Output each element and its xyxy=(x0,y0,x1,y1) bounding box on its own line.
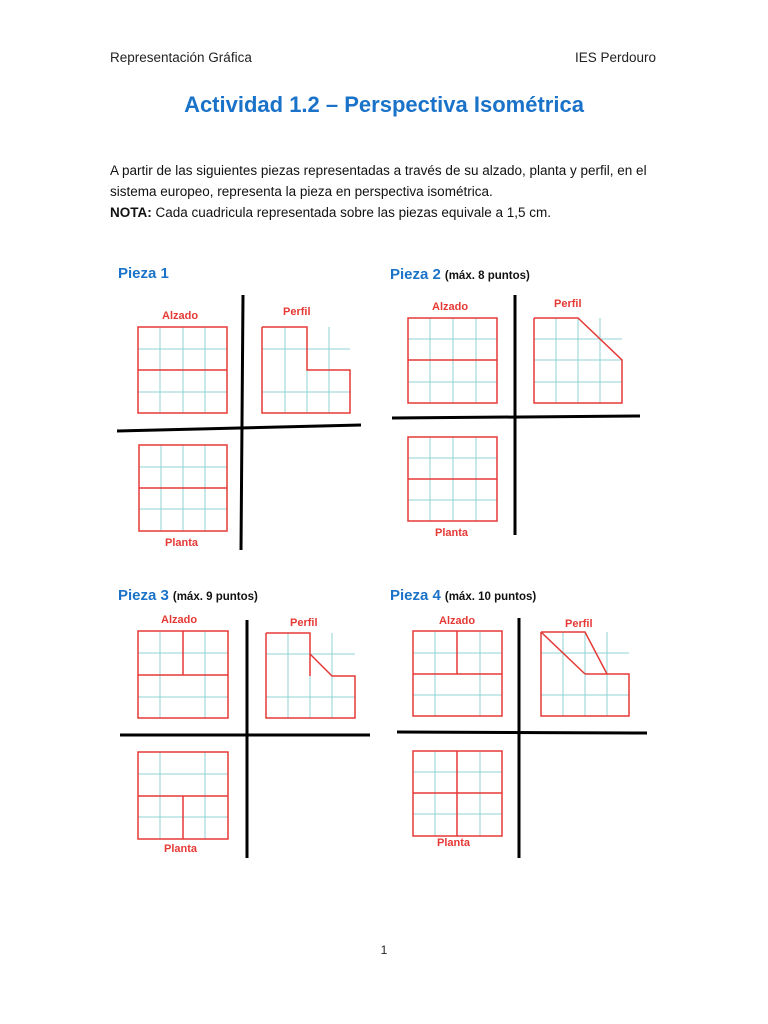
pieza-3-planta-label: Planta xyxy=(164,843,198,855)
pieza-4-title xyxy=(390,587,536,604)
pieza-1-title xyxy=(118,265,169,282)
pieza-1-name: Pieza 1 xyxy=(118,265,169,282)
pieza-2-title xyxy=(390,266,530,283)
pieza-1-alzado-label: Alzado xyxy=(162,310,199,322)
pieza-2-figure xyxy=(390,285,650,545)
pieza-4-alzado-label: Alzado xyxy=(439,615,476,627)
pieza-2-perfil-label: Perfil xyxy=(554,298,582,310)
pieza-4-perfil-label: Perfil xyxy=(565,618,593,630)
note-paragraph xyxy=(110,205,551,220)
pieza-1-figure xyxy=(115,285,365,555)
header-right: IES Perdouro xyxy=(574,50,656,65)
pieza-1-planta-label: Planta xyxy=(165,537,199,549)
pieza-4-planta-label: Planta xyxy=(437,837,471,849)
pieza-4-name: Pieza 4 xyxy=(390,587,441,604)
pieza-4-figure xyxy=(395,606,653,864)
header-left: Representación Gráfica xyxy=(110,50,252,65)
page-number: 1 xyxy=(380,943,388,957)
pieza-2-alzado-label: Alzado xyxy=(432,301,469,313)
pieza-3-title xyxy=(118,587,258,604)
pieza-2-name: Pieza 2 xyxy=(390,266,441,283)
pieza-3-figure xyxy=(118,606,376,864)
pieza-4-points: (máx. 10 puntos) xyxy=(444,591,537,603)
pieza-3-name: Pieza 3 xyxy=(118,587,169,604)
pieza-3-alzado-label: Alzado xyxy=(161,614,198,626)
pieza-1-perfil-label: Perfil xyxy=(283,306,311,318)
pieza-2-points: (máx. 8 puntos) xyxy=(444,270,530,282)
pieza-2-planta-label: Planta xyxy=(435,527,469,539)
pieza-3-perfil-label: Perfil xyxy=(290,617,318,629)
intro-paragraph: A partir de las siguientes piezas representadas a través de su alzado, planta y perfil, en el sistema europeo, representa la pieza en perspectiva isométrica. xyxy=(110,163,647,199)
page-title: Actividad 1.2 – Perspectiva Isométrica xyxy=(184,92,584,117)
note-text: Cada cuadricula representada sobre las piezas equivale a 1,5 cm. xyxy=(151,205,551,220)
note-label: NOTA: xyxy=(110,205,152,220)
pieza-3-points: (máx. 9 puntos) xyxy=(172,591,258,603)
